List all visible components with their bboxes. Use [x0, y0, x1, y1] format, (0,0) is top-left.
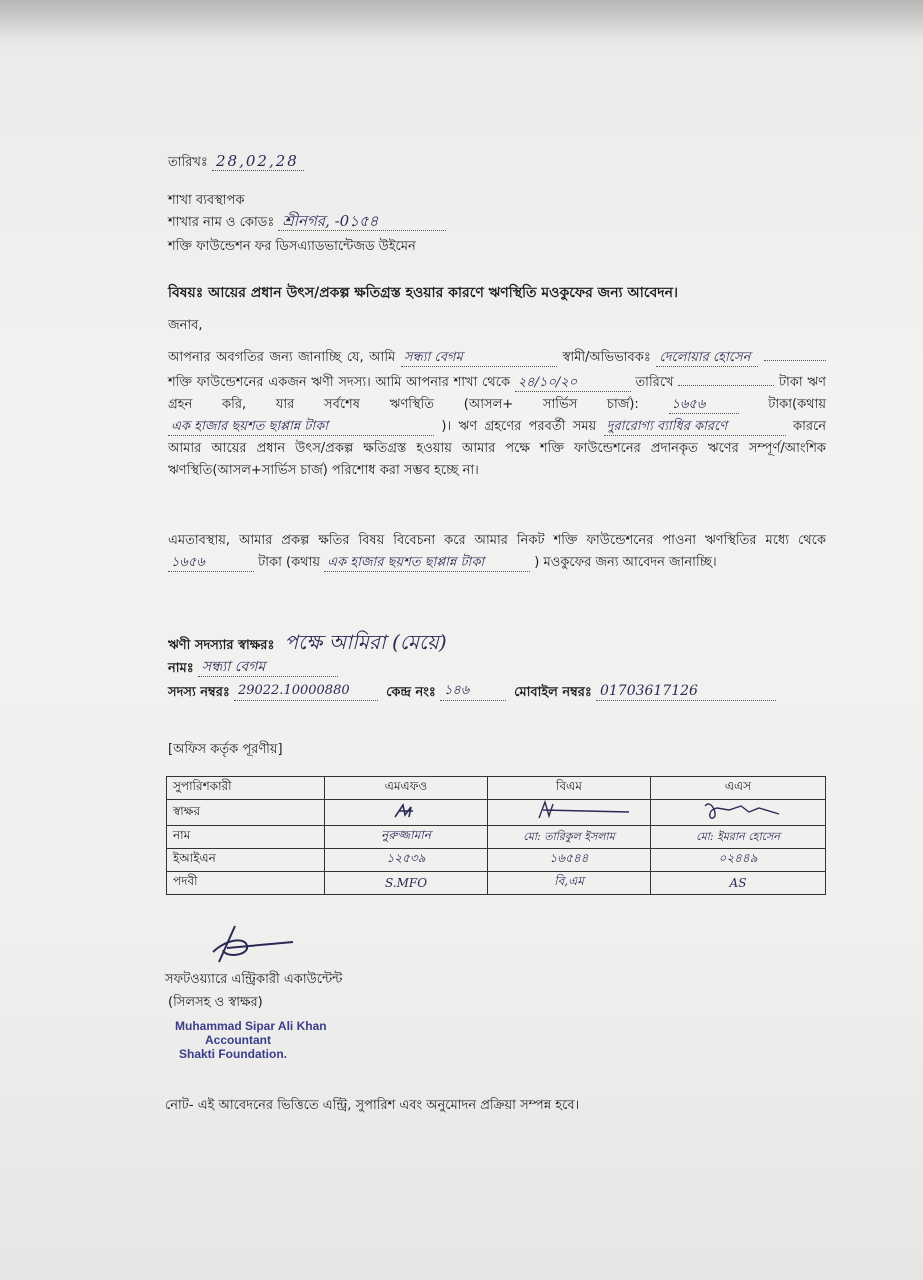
member-name-value: সন্ধ্যা বেগম [201, 659, 266, 675]
table-header-row [167, 777, 826, 800]
blank-field [764, 344, 826, 361]
as-name: মো: ইমরান হোসেন [651, 826, 826, 849]
p1-text-g: )। ঋণ গ্রহণের পরবর্তী সময় [441, 419, 597, 434]
mobile-value: 01703617126 [599, 683, 698, 699]
as-ein: ০২৪৪৯ [651, 849, 826, 872]
bm-designation: বি,এম [488, 872, 651, 895]
footer-note: নোট- এই আবেদনের ভিত্তিতে এন্ট্রি, সুপারিশ এবং অনুমোদন প্রক্রিয়া সম্পন্ন হবে। [165, 1098, 580, 1113]
paragraph-1 [168, 344, 826, 482]
stamp-line-3: Shakti Foundation. [179, 1047, 287, 1061]
organization-name: শক্তি ফাউন্ডেশন ফর ডিসএ্যাডভান্টেজড উইমেন [168, 239, 416, 254]
row-label-name: নাম [167, 826, 325, 849]
as-designation: AS [651, 872, 826, 895]
member-name-field [198, 660, 338, 677]
page-shadow [0, 0, 923, 40]
date-value: 28,02,28 [216, 152, 299, 170]
office-table [166, 776, 826, 895]
table-row [167, 826, 826, 849]
guardian-name-field: দেলোয়ার হোসেন [656, 350, 758, 367]
branch-label: শাখার নাম ও কোডঃ [168, 215, 275, 230]
member-number-value: 29022.10000880 [237, 683, 350, 698]
p2-text-c: ) মওকুফের জন্য আবেদন জানাচ্ছি। [534, 555, 717, 570]
date-label: তারিখঃ [168, 155, 208, 170]
p2-text-a: এমতাবস্থায়, আমার প্রকল্প ক্ষতির বিষয় বিবেচনা করে আমার নিকট শক্তি ফাউন্ডেশনের পাওনা ঋণস্থিতির মধ্যে থেকে [168, 533, 826, 548]
applicant-name-field: সন্ধ্যা বেগম [401, 350, 557, 367]
branch-field [278, 212, 446, 231]
stamp-line-1: Muhammad Sipar Ali Khan [175, 1019, 327, 1033]
mfo-ein: ১২৫৩৯ [325, 849, 488, 872]
center-label: কেন্দ্র নংঃ [386, 685, 436, 700]
subject-line: বিষয়ঃ আয়ের প্রধান উৎস/প্রকল্প ক্ষতিগ্রস্ত হওয়ার কারণে ঋণস্থিতি মওকুফের জন্য আবেদন। [168, 285, 678, 301]
mfo-designation: S.MFO [325, 872, 488, 895]
loan-amount-blank [678, 369, 774, 386]
accountant-signature [205, 922, 305, 970]
waiver-amount-field: ১৬৫৬ [168, 555, 254, 572]
row-label-ein: ইআইএন [167, 849, 325, 872]
member-number-line [168, 684, 776, 701]
table-row [167, 872, 826, 895]
loan-date-field: ২৪/১০/২০ [515, 375, 631, 392]
branch-line [168, 212, 446, 231]
bm-signature [488, 800, 651, 826]
center-field [440, 684, 506, 701]
as-signature [651, 800, 826, 826]
salutation: জনাব, [168, 318, 203, 333]
row-label-signature: স্বাক্ষর [167, 800, 325, 826]
p1-text-e: টাকা ঋণ গ্রহন করি, যার সর্বশেষ ঋণস্থিতি (আসল+ সার্ভিস চার্জ): [168, 375, 826, 412]
p1-text-h: কারনে আমার আয়ের প্রধান উৎস/প্রকল্প ক্ষতিগ্রস্ত হওয়ায় আমার পক্ষে শক্তি ফাউন্ডেশনের প্রদানকৃত ঋণের সম্পূর্ণ/আংশিক ঋণস্থিতি(আসল+সার্ভিস চার্জ) পরিশোধ করা সম্ভব হচ্ছে না। [168, 419, 826, 478]
mobile-field [596, 684, 776, 701]
office-title: [অফিস কর্তৃক পূরণীয়] [168, 742, 283, 757]
balance-amount-field: ১৬৫৬ [669, 397, 739, 414]
p1-text-b: স্বামী/অভিভাবকঃ [562, 350, 651, 365]
balance-words-field: এক হাজার ছয়শত ছাপ্পান্ন টাকা [168, 419, 434, 436]
p2-text-b: টাকা (কথায় [258, 555, 321, 570]
p1-text-c: শক্তি ফাউন্ডেশনের একজন ঋণী সদস্য। আমি আপনার শাখা থেকে [168, 375, 511, 390]
addressee-line1: শাখা ব্যবস্থাপক [168, 193, 245, 208]
paragraph-2 [168, 530, 826, 574]
date-field [212, 154, 304, 171]
p1-text-a: আপনার অবগতির জন্য জানাচ্ছি যে, আমি [168, 350, 396, 365]
mobile-label: মোবাইল নম্বরঃ [514, 685, 592, 700]
member-signature-label: ঋণী সদস্যার স্বাক্ষরঃ [168, 638, 275, 653]
table-row [167, 800, 826, 826]
accountant-title: সফটওয়্যারে এন্ট্রিকারী একাউন্টেন্ট [165, 972, 343, 987]
mfo-signature [325, 800, 488, 826]
date-line [168, 154, 304, 171]
branch-value: শ্রীনগর, -0১৫৪ [282, 212, 379, 230]
p1-text-f: টাকা(কথায় [768, 397, 827, 412]
member-signature-line [168, 630, 447, 654]
center-value: ১৪৬ [443, 683, 470, 698]
table-row [167, 849, 826, 872]
header-as: এএস [651, 777, 826, 800]
member-name-label: নামঃ [168, 661, 194, 676]
row-label-designation: পদবী [167, 872, 325, 895]
bm-ein: ১৬৫৪৪ [488, 849, 651, 872]
accountant-subtitle: (সিলসহ ও স্বাক্ষর) [168, 995, 263, 1010]
header-bm: বিএম [488, 777, 651, 800]
member-name-line [168, 660, 338, 677]
stamp-line-2: Accountant [205, 1033, 271, 1047]
bm-name: মো: তারিকুল ইসলাম [488, 826, 651, 849]
accountant-stamp [175, 1019, 327, 1061]
mfo-name: নুরুজ্জামান [325, 826, 488, 849]
member-signature: পক্ষে আমিরা (মেয়ে) [284, 630, 447, 654]
member-number-field [234, 684, 378, 701]
member-number-label: সদস্য নম্বরঃ [168, 685, 230, 700]
waiver-words-field: এক হাজার ছয়শত ছাপ্পান্ন টাকা [324, 555, 530, 572]
header-mfo: এমএফও [325, 777, 488, 800]
p1-text-d: তারিখে [635, 375, 674, 390]
header-recommender: সুপারিশকারী [167, 777, 325, 800]
reason-field: দুরারোগ্য ব্যাধির কারণে [604, 419, 786, 436]
